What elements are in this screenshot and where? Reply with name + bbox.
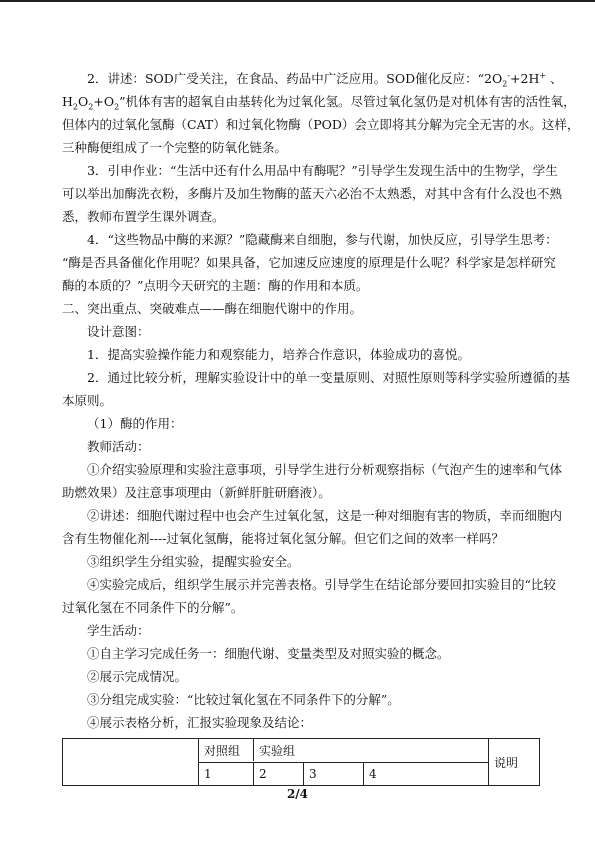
paragraph-line: 学生活动：: [87, 623, 150, 638]
paragraph-line: ②讲述：细胞代谢过程中也会产生过氧化氢，这是一种对细胞有害的物质，幸而细胞内: [87, 508, 563, 523]
control-group-header: 对照组: [204, 744, 241, 758]
experiment-table: [62, 738, 540, 786]
section-heading: 二、突出重点、突破难点——酶在细胞代谢中的作用。: [62, 301, 363, 316]
paragraph-line: $H_2O_2+O_2$”机体有害的超氧自由基转化为过氧化氢。尽管过氧化氢仍是对机体有害的活性氧，: [62, 94, 576, 112]
paragraph-line: 含有生物催化剂----过氧化氢酶，能将过氧化氢分解。但它们之间的效率一样吗？: [62, 531, 504, 546]
paragraph-line: 可以举出加酶洗衣粉，多酶片及加生物酶的蓝天六必治不太熟悉，对其中含有什么没也不熟: [62, 186, 563, 201]
table-column-2: 2: [259, 767, 267, 781]
paragraph-line: 本原则。: [62, 393, 113, 408]
paragraph-line: “酶是否具备催化作用呢？如果具备，它加速反应速度的原理是什么呢？科学家是怎样研究: [62, 255, 556, 270]
paragraph-line: 但体内的过氧化氢酶（CAT）和过氧化物酶（POD）会立即将其分解为完全无害的水。这样，: [62, 117, 580, 132]
table-column-1: 1: [204, 767, 212, 781]
paragraph-line: ②展示完成情况。: [87, 669, 188, 684]
page-number: 2/4: [286, 787, 309, 801]
paragraph-line: ①自主学习完成任务一：细胞代谢、变量类型及对照实验的概念。: [87, 646, 450, 661]
paragraph-line: 1．提高实验操作能力和观察能力，培养合作意识，体验成功的喜悦。: [87, 347, 470, 362]
paragraph-line: ③组织学生分组实验，提醒实验安全。: [87, 554, 300, 569]
paragraph-line: 4．“这些物品中酶的来源？”隐藏酶来自细胞，参与代谢，加快反应，引导学生思考：: [87, 232, 558, 247]
paragraph-line: 教师活动：: [87, 439, 150, 454]
paragraph-line: 三种酶便组成了一个完整的防氧化链条。: [62, 140, 288, 155]
paragraph-line: 3．引申作业：“生活中还有什么用品中有酶呢？”引导学生发现生活中的生物学，学生: [87, 163, 558, 178]
paragraph-line: （1）酶的作用：: [87, 416, 183, 431]
table-column-3: 3: [309, 767, 317, 781]
paragraph-line: 2．讲述：SOD广受关注，在食品、药品中广泛应用。SOD催化反应：“$2O_2^-+2H^+$ 、: [87, 70, 563, 89]
paragraph-line: 酶的本质的？”点明今天研究的主题：酶的作用和本质。: [62, 278, 369, 293]
paragraph-line: 过氧化氢在不同条件下的分解”。: [62, 600, 244, 615]
experiment-group-header: 实验组: [259, 744, 296, 758]
paragraph-line: 设计意图：: [87, 324, 150, 339]
paragraph-line: 2．通过比较分析，理解实验设计中的单一变量原则、对照性原则等科学实验所遵循的基: [87, 370, 570, 385]
paragraph-line: ④实验完成后，组织学生展示并完善表格。引导学生在结论部分要回扣实验目的“比较: [87, 577, 556, 592]
table-column-4: 4: [369, 767, 377, 781]
paragraph-line: 助燃效果）及注意事项理由（新鲜肝脏研磨液）。: [62, 485, 331, 500]
page-top-rule: [0, 0, 595, 2]
note-header: 说明: [494, 756, 519, 770]
paragraph-line: ①介绍实验原理和实验注意事项，引导学生进行分析观察指标（气泡产生的速率和气体: [87, 462, 563, 477]
paragraph-line: ④展示表格分析，汇报实验现象及结论：: [87, 715, 313, 730]
paragraph-line: ③分组完成实验：“比较过氧化氢在不同条件下的分解”。: [87, 692, 400, 707]
paragraph-line: 悉，教师布置学生课外调查。: [62, 209, 225, 224]
